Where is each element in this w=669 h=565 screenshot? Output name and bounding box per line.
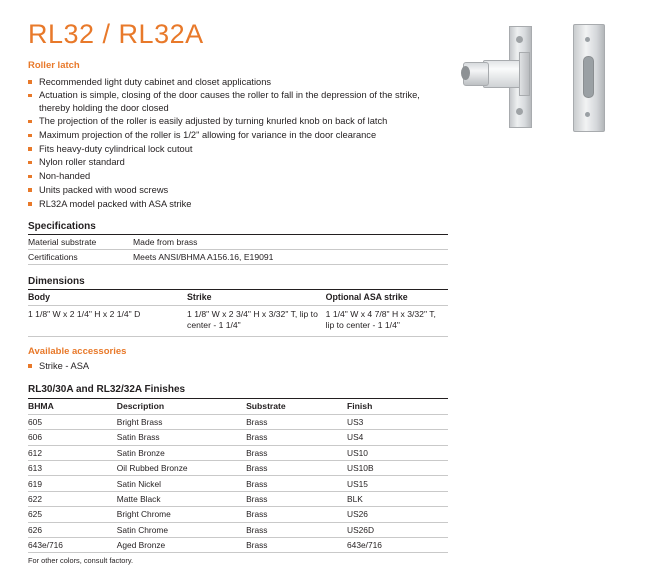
dimensions-col-asa-strike: Optional ASA strike	[326, 289, 448, 305]
cell-description: Bright Chrome	[117, 507, 246, 522]
table-row	[28, 430, 448, 445]
cell-finish: 643e/716	[347, 537, 448, 552]
cell-description: Satin Nickel	[117, 476, 246, 491]
table-row	[28, 445, 448, 460]
finishes-heading: RL30/30A and RL32/32A Finishes	[28, 383, 186, 395]
dimensions-body-value: 1 1/8" W x 2 1/4" H x 2 1/4" D	[28, 305, 187, 336]
strike-screw-hole-bottom	[516, 108, 523, 115]
cell-description: Satin Bronze	[117, 445, 246, 460]
dimensions-table	[28, 289, 448, 337]
cell-description: Matte Black	[117, 491, 246, 506]
cell-description: Aged Bronze	[117, 537, 246, 552]
cell-bhma: 606	[28, 430, 117, 445]
cell-substrate: Brass	[246, 522, 347, 537]
roller-latch-feature-list	[28, 76, 448, 210]
cell-substrate: Brass	[246, 537, 347, 552]
list-item: Nylon roller standard	[28, 156, 448, 168]
table-row	[28, 537, 448, 552]
cell-bhma: 622	[28, 491, 117, 506]
accessories-list	[28, 360, 448, 372]
cell-finish: US26	[347, 507, 448, 522]
spec-label: Certifications	[28, 249, 133, 264]
cell-finish: BLK	[347, 491, 448, 506]
finishes-col-bhma: BHMA	[28, 398, 117, 414]
strike-screw-hole-top	[516, 36, 523, 43]
spec-value: Made from brass	[133, 235, 448, 250]
roller-graphic	[461, 66, 470, 80]
list-item: RL32A model packed with ASA strike	[28, 198, 448, 210]
dimensions-heading: Dimensions	[28, 275, 85, 287]
page-title: RL32 / RL32A	[28, 19, 204, 49]
cell-finish: US15	[347, 476, 448, 491]
specifications-table	[28, 235, 448, 265]
cell-substrate: Brass	[246, 414, 347, 429]
cell-bhma: 619	[28, 476, 117, 491]
cell-finish: US10B	[347, 461, 448, 476]
asa-strike-slot	[583, 56, 594, 98]
spec-value: Meets ANSI/BHMA A156.16, E19091	[133, 249, 448, 264]
cell-description: Satin Chrome	[117, 522, 246, 537]
cell-substrate: Brass	[246, 445, 347, 460]
cell-substrate: Brass	[246, 461, 347, 476]
asa-screw-hole-bottom	[585, 112, 590, 117]
specifications-heading: Specifications	[28, 220, 96, 232]
list-item: Fits heavy-duty cylindrical lock cutout	[28, 143, 448, 155]
accessories-heading: Available accessories	[28, 345, 127, 357]
cell-bhma: 605	[28, 414, 117, 429]
table-header-row	[28, 398, 448, 414]
list-item: Strike - ASA	[28, 360, 448, 372]
table-row	[28, 461, 448, 476]
content-column	[28, 20, 448, 565]
latch-faceplate-graphic	[519, 52, 530, 96]
table-row	[28, 491, 448, 506]
cell-substrate: Brass	[246, 430, 347, 445]
cell-finish: US4	[347, 430, 448, 445]
finishes-col-description: Description	[117, 398, 246, 414]
cell-description: Oil Rubbed Bronze	[117, 461, 246, 476]
roller-latch-heading: Roller latch	[28, 59, 80, 71]
table-row	[28, 507, 448, 522]
product-image	[461, 22, 651, 147]
cell-finish: US10	[347, 445, 448, 460]
cell-finish: US3	[347, 414, 448, 429]
list-item: Actuation is simple, closing of the door causes the roller to fall in the depression of the strike, thereby holding the door closed	[28, 89, 448, 113]
finishes-table	[28, 398, 448, 553]
cell-bhma: 612	[28, 445, 117, 460]
cell-substrate: Brass	[246, 476, 347, 491]
dimensions-col-body: Body	[28, 289, 187, 305]
table-header-row	[28, 289, 448, 305]
cell-finish: US26D	[347, 522, 448, 537]
table-row	[28, 414, 448, 429]
list-item: Non-handed	[28, 170, 448, 182]
spec-label: Material substrate	[28, 235, 133, 250]
cell-bhma: 625	[28, 507, 117, 522]
cell-bhma: 613	[28, 461, 117, 476]
cell-bhma: 626	[28, 522, 117, 537]
list-item: Maximum projection of the roller is 1/2" allowing for variance in the door clearance	[28, 129, 448, 141]
table-row	[28, 476, 448, 491]
table-row	[28, 235, 448, 250]
dimensions-asa-value: 1 1/4" W x 4 7/8" H x 3/32" T, lip to center - 1 1/4"	[326, 305, 448, 336]
dimensions-col-strike: Strike	[187, 289, 326, 305]
list-item: Units packed with wood screws	[28, 184, 448, 196]
finishes-footnote: For other colors, consult factory.	[28, 556, 134, 565]
dimensions-strike-value: 1 1/8" W x 2 3/4" H x 3/32" T, lip to center - 1 1/4"	[187, 305, 326, 336]
list-item: The projection of the roller is easily adjusted by turning knurled knob on back of latch	[28, 115, 448, 127]
cell-substrate: Brass	[246, 491, 347, 506]
cell-substrate: Brass	[246, 507, 347, 522]
table-row	[28, 249, 448, 264]
cell-description: Satin Brass	[117, 430, 246, 445]
table-row	[28, 305, 448, 336]
cell-description: Bright Brass	[117, 414, 246, 429]
cell-bhma: 643e/716	[28, 537, 117, 552]
finishes-col-finish: Finish	[347, 398, 448, 414]
list-item: Recommended light duty cabinet and closet applications	[28, 76, 448, 88]
asa-screw-hole-top	[585, 37, 590, 42]
finishes-col-substrate: Substrate	[246, 398, 347, 414]
table-row	[28, 522, 448, 537]
